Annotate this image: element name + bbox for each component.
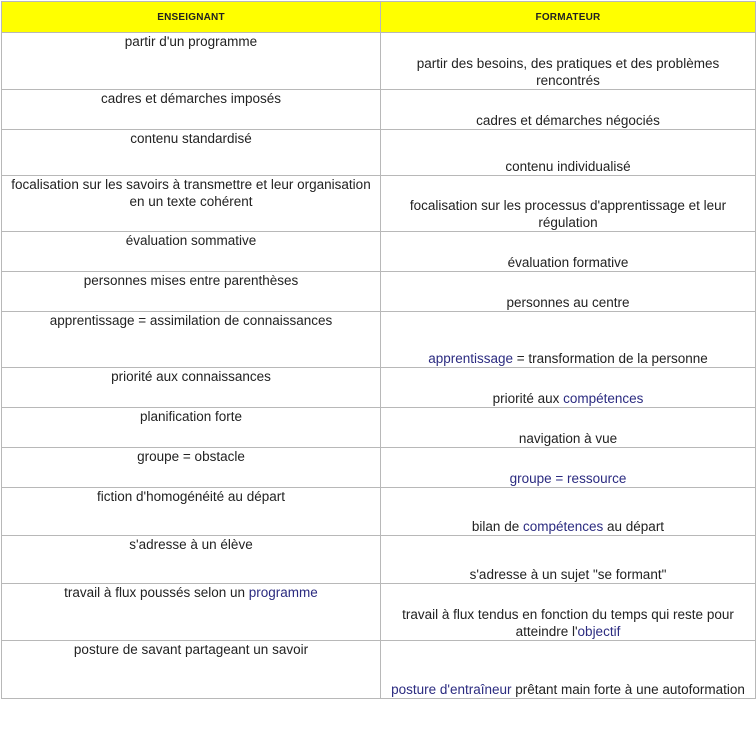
cell-text: s'adresse à un sujet "se formant"	[469, 567, 667, 582]
table-row	[2, 90, 756, 130]
table-row	[2, 272, 756, 312]
cell-text: contenu individualisé	[505, 159, 631, 174]
cell-text: focalisation sur les savoirs à transmettre et leur organisation en un texte cohérent	[11, 177, 371, 209]
cell-text: évaluation formative	[507, 255, 629, 270]
formateur-cell	[381, 641, 756, 699]
cell-text: personnes au centre	[506, 295, 630, 310]
table-row	[2, 584, 756, 641]
cell-text: travail à flux tendus en fonction du temps qui reste pour atteindre l'	[402, 607, 734, 639]
table-row	[2, 232, 756, 272]
table-row	[2, 488, 756, 536]
cell-text: groupe = obstacle	[137, 449, 245, 464]
cell-text: planification forte	[139, 409, 243, 424]
table-body	[2, 33, 756, 699]
cell-text: évaluation sommative	[125, 233, 257, 248]
enseignant-cell	[2, 536, 381, 584]
formateur-cell	[381, 33, 756, 90]
cell-text: fiction d'homogénéité au départ	[97, 489, 285, 504]
cell-text: partir des besoins, des pratiques et des problèmes rencontrés	[416, 56, 720, 88]
enseignant-cell	[2, 584, 381, 641]
table-row	[2, 176, 756, 232]
enseignant-cell	[2, 488, 381, 536]
cell-text: au départ	[603, 519, 665, 534]
enseignant-cell	[2, 232, 381, 272]
comparison-table	[1, 1, 756, 699]
cell-text: bilan de	[471, 519, 523, 534]
formateur-cell	[381, 232, 756, 272]
formateur-cell	[381, 90, 756, 130]
caption-text	[6, 702, 746, 712]
term-link[interactable]: posture d'entraîneur	[391, 682, 512, 697]
cell-text: travail à flux poussés selon un	[64, 585, 249, 600]
table-row	[2, 641, 756, 699]
table-row	[2, 368, 756, 408]
enseignant-cell	[2, 368, 381, 408]
formateur-cell	[381, 176, 756, 232]
enseignant-cell	[2, 408, 381, 448]
formateur-cell	[381, 536, 756, 584]
cell-text: prêtant main forte à une autoformation	[511, 682, 745, 697]
cell-text: cadres et démarches négociés	[476, 113, 660, 128]
formateur-cell	[381, 408, 756, 448]
cell-text: partir d'un programme	[124, 34, 258, 49]
cell-text: contenu standardisé	[130, 131, 252, 146]
enseignant-cell	[2, 33, 381, 90]
table-row	[2, 312, 756, 368]
term-link[interactable]: objectif	[577, 624, 621, 639]
cell-text: personnes mises entre parenthèses	[83, 273, 299, 288]
formateur-cell	[381, 272, 756, 312]
enseignant-cell	[2, 176, 381, 232]
table-row	[2, 130, 756, 176]
table-row	[2, 536, 756, 584]
formateur-cell	[381, 584, 756, 641]
formateur-cell	[381, 488, 756, 536]
term-link[interactable]: apprentissage	[428, 351, 514, 366]
table-row	[2, 33, 756, 90]
cell-text: posture de savant partageant un savoir	[73, 642, 309, 657]
header-formateur: FORMATEUR	[381, 2, 756, 33]
cell-text: s'adresse à un élève	[129, 537, 253, 552]
term-link[interactable]: compétences	[563, 391, 644, 406]
term-link[interactable]: groupe = ressource	[509, 471, 627, 486]
enseignant-cell	[2, 448, 381, 488]
term-link[interactable]: compétences	[522, 519, 604, 534]
formateur-cell	[381, 312, 756, 368]
cell-text: = transformation de la personne	[513, 351, 708, 366]
enseignant-cell	[2, 272, 381, 312]
enseignant-cell	[2, 90, 381, 130]
cell-text: priorité aux	[492, 391, 564, 406]
table-row	[2, 408, 756, 448]
cell-text: focalisation sur les processus d'apprentissage et leur régulation	[409, 198, 727, 230]
table-row	[2, 448, 756, 488]
term-link[interactable]: programme	[248, 585, 318, 600]
cell-text: priorité aux connaissances	[111, 369, 271, 384]
enseignant-cell	[2, 312, 381, 368]
cell-text: apprentissage = assimilation de connaissances	[49, 313, 333, 328]
formateur-cell	[381, 368, 756, 408]
header-enseignant: ENSEIGNANT	[2, 2, 381, 33]
enseignant-cell	[2, 641, 381, 699]
enseignant-cell	[2, 130, 381, 176]
formateur-cell	[381, 448, 756, 488]
formateur-cell	[381, 130, 756, 176]
cell-text: cadres et démarches imposés	[100, 91, 282, 106]
header-row	[2, 2, 756, 33]
cell-text: navigation à vue	[518, 431, 618, 446]
